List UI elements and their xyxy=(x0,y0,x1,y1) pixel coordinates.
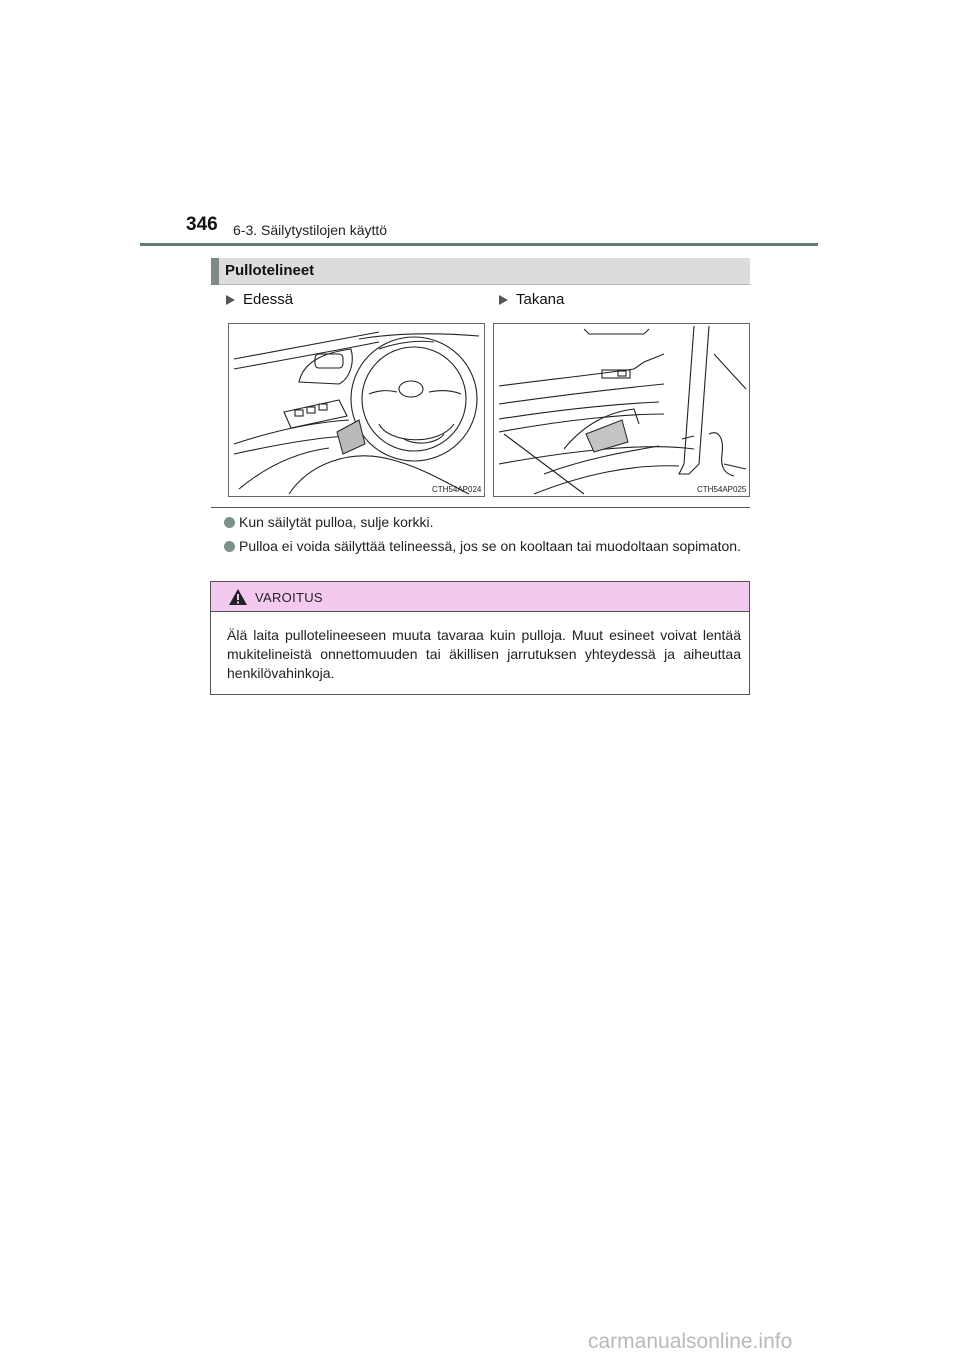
warning-body: Älä laita pullotelineeseen muuta tavaraa kuin pulloja. Muut esineet voivat lentää mukitelineistä onnettomuuden tai äkillisen jarrutuksen yhteydessä ja aiheuttaa henkilövahinkoja. xyxy=(227,627,741,681)
illustration-rear-bottle-holder xyxy=(493,323,750,497)
warning-title: VAROITUS xyxy=(255,590,323,605)
page-number: 346 xyxy=(186,214,218,235)
figure-rule xyxy=(211,507,750,508)
bullet-dot-icon xyxy=(224,517,235,528)
warning-triangle-icon xyxy=(228,588,248,606)
rear-door-drawing xyxy=(494,324,749,496)
front-door-steering-drawing xyxy=(229,324,484,496)
figure-code-front: CTH54AP024 xyxy=(432,485,482,494)
header-rule xyxy=(140,243,818,246)
list-item xyxy=(224,537,750,556)
warning-header xyxy=(211,582,749,612)
section-accent xyxy=(211,258,219,285)
list-item-text: Pulloa ei voida säilyttää telineessä, jos se on kooltaan tai muodoltaan sopimaton. xyxy=(239,538,741,554)
list-item xyxy=(224,513,750,532)
triangle-bullet-icon xyxy=(499,295,508,305)
list-item-text: Kun säilytät pulloa, sulje korkki. xyxy=(239,514,434,530)
triangle-bullet-icon xyxy=(226,295,235,305)
view-label-front xyxy=(226,291,293,308)
bullet-dot-icon xyxy=(224,541,235,552)
figure-code-rear: CTH54AP025 xyxy=(697,485,747,494)
illustration-front-bottle-holder xyxy=(228,323,485,497)
view-label-front-text: Edessä xyxy=(243,291,294,308)
warning-box xyxy=(210,581,750,695)
view-label-rear xyxy=(499,291,564,308)
watermark: carmanualsonline.info xyxy=(588,1330,793,1353)
section-title: Pullotelineet xyxy=(225,262,315,279)
chapter-title: 6-3. Säilytystilojen käyttö xyxy=(233,222,388,238)
view-label-rear-text: Takana xyxy=(516,291,565,308)
